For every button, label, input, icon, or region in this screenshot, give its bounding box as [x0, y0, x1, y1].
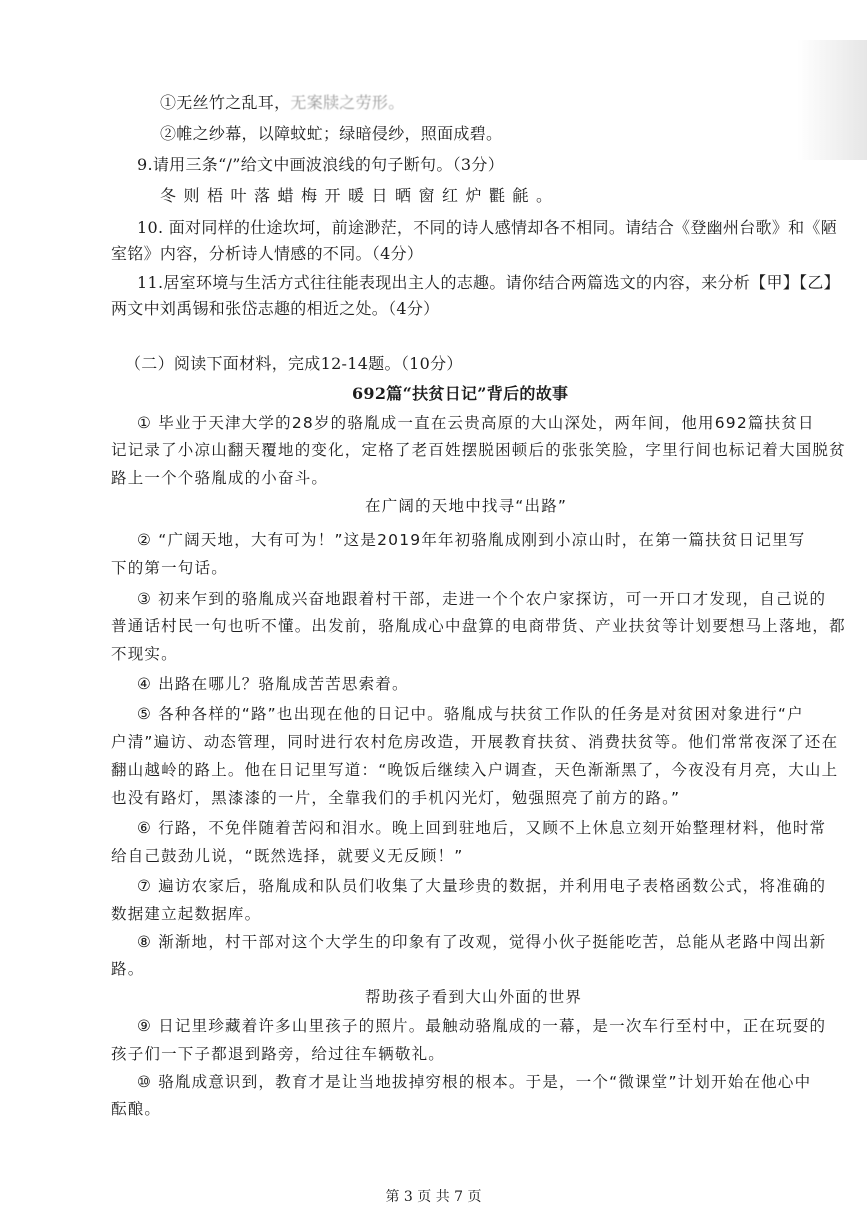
- article-title: 692篇“扶贫日记”背后的故事: [352, 384, 569, 403]
- paragraph-4-line: ④ 出路在哪儿？骆胤成苦苦思索着。: [137, 675, 409, 693]
- paragraph-3-line: 普通话村民一句也听不懂。出发前，骆胤成心中盘算的电商带货、产业扶贫等计划要想马上落地，都: [111, 617, 846, 635]
- paragraph-9-line: 孩子们一下子都退到路旁，给过往车辆敬礼。: [111, 1045, 446, 1063]
- paragraph-6-line: 给自己鼓劲儿说，“既然选择，就要义无反顾！”: [111, 847, 464, 865]
- question-11-line-1: 11.居室环境与生活方式往往能表现出主人的志趣。请你结合两篇选文的内容，来分析【甲】【乙】: [137, 273, 840, 292]
- paragraph-10-line: 酝酿。: [111, 1100, 162, 1118]
- question-11-line-2: 两文中刘禹锡和张岱志趣的相近之处。（4分）: [111, 299, 440, 318]
- page-footer: 第 3 页 共 7 页: [385, 1189, 482, 1205]
- question-9-sentence: 冬则梧叶落蜡梅开暖日晒窗红炉氍毹。: [160, 186, 560, 205]
- paragraph-2-line: 下的第一句话。: [111, 559, 228, 577]
- paragraph-2-line: ② “广阔天地，大有可为！”这是2019年年初骆胤成刚到小凉山时，在第一篇扶贫日记里写: [137, 531, 806, 549]
- question-10-line-1: 10. 面对同样的仕途坎坷，前途渺茫，不同的诗人感情却各不相同。请结合《登幽州台歌》和《陋: [137, 218, 838, 237]
- paragraph-3-line: 不现实。: [111, 645, 178, 663]
- paragraph-9-line: ⑨ 日记里珍藏着许多山里孩子的照片。最触动骆胤成的一幕，是一次车行至村中，正在玩耍的: [137, 1017, 827, 1035]
- paragraph-5-line: ⑤ 各种各样的“路”也出现在他的日记中。骆胤成与扶贫工作队的任务是对贫困对象进行“户: [137, 705, 804, 723]
- poem-line-2: ②帷之纱幕，以障蚊虻；绿暗侵纱，照面成碧。: [160, 124, 503, 143]
- paragraph-1-line: 记记录了小凉山翻天覆地的变化，定格了老百姓摆脱困顿后的张张笑脸，字里行间也标记着大国脱贫: [111, 441, 846, 459]
- paragraph-5-line: 翻山越岭的路上。他在日记里写道：“晚饭后继续入户调查，天色渐渐黑了，今夜没有月亮，大山上: [111, 761, 839, 779]
- section-2-heading: （二）阅读下面材料，完成12-14题。（10分）: [125, 354, 463, 373]
- paragraph-1-line: ① 毕业于天津大学的28岁的骆胤成一直在云贵高原的大山深处，两年间，他用692篇扶贫日: [137, 414, 815, 432]
- subheading-2: 帮助孩子看到大山外面的世界: [365, 988, 583, 1006]
- paragraph-3-line: ③ 初来乍到的骆胤成兴奋地跟着村干部，走进一个个农户家探访，可一开口才发现，自己说的: [137, 590, 827, 608]
- smudged-text: 无案牍之劳形。: [290, 93, 405, 112]
- poem-line-1: ①无丝竹之乱耳，无案牍之劳形。: [160, 93, 405, 112]
- paragraph-1-line: 路上一个个骆胤成的小奋斗。: [111, 469, 329, 487]
- paragraph-6-line: ⑥ 行路，不免伴随着苦闷和泪水。晚上回到驻地后，又顾不上休息立刻开始整理材料，他时常: [137, 819, 827, 837]
- paragraph-5-line: 也没有路灯，黑漆漆的一片，全靠我们的手机闪光灯，勉强照亮了前方的路。”: [111, 789, 681, 807]
- paragraph-10-line: ⑩ 骆胤成意识到，教育才是让当地拔掉穷根的根本。于是，一个“微课堂”计划开始在他心中: [137, 1073, 812, 1091]
- scan-edge-shadow: [797, 40, 867, 160]
- question-9: 9.请用三条“/”给文中画波浪线的句子断句。（3分）: [137, 155, 504, 174]
- paragraph-8-line: 路。: [111, 960, 145, 978]
- question-10-line-2: 室铭》内容，分析诗人情感的不同。（4分）: [111, 244, 424, 263]
- paragraph-5-line: 户清”遍访、动态管理，同时进行农村危房改造，开展教育扶贫、消费扶贫等。他们常常夜深了还在: [111, 733, 839, 751]
- paragraph-8-line: ⑧ 渐渐地，村干部对这个大学生的印象有了改观，觉得小伙子挺能吃苦，总能从老路中闯出新: [137, 933, 827, 951]
- subheading-1: 在广阔的天地中找寻“出路”: [365, 497, 568, 515]
- paragraph-7-line: 数据建立起数据库。: [111, 905, 262, 923]
- paragraph-7-line: ⑦ 遍访农家后，骆胤成和队员们收集了大量珍贵的数据，并利用电子表格函数公式，将准确的: [137, 877, 827, 895]
